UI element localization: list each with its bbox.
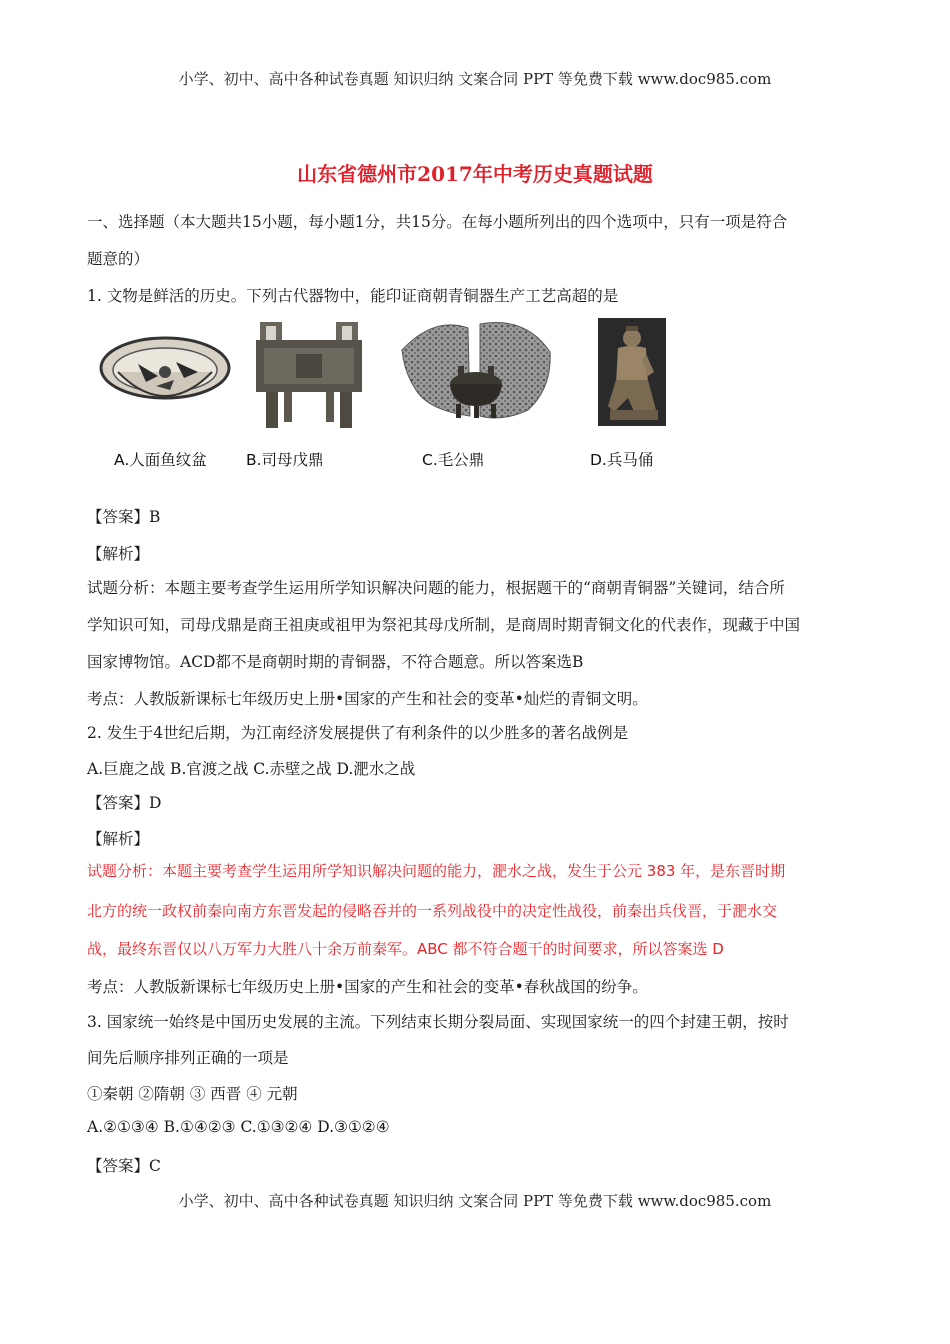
q1-analysis-line1: 试题分析：本题主要考查学生运用所学知识解决问题的能力，根据题干的“商朝青铜器”关键词，结合所 [87, 579, 785, 597]
q1-stem: 1. 文物是鲜活的历史。下列古代器物中，能印证商朝青铜器生产工艺高超的是 [87, 287, 619, 305]
q1-option-b: B.司母戊鼎 [246, 451, 324, 469]
q2-analysis-line3: 战，最终东晋仅以八万军力大胜八十余万前秦军。ABC 都不符合题干的时间要求，所以答案选 D [87, 940, 724, 958]
q3-stem-line2: 间先后顺序排列正确的一项是 [87, 1049, 289, 1067]
q1-analysis-label: 【解析】 [87, 545, 150, 563]
q1-option-a: A.人面鱼纹盆 [114, 451, 207, 469]
section-instructions-cont: 题意的） [87, 250, 150, 268]
q2-analysis-line1: 试题分析：本题主要考查学生运用所学知识解决问题的能力，淝水之战，发生于公元 383 年，是东晋时期 [87, 862, 786, 880]
q2-options: A.巨鹿之战 B.官渡之战 C.赤壁之战 D.淝水之战 [87, 760, 416, 778]
q1-point: 考点：人教版新课标七年级历史上册•国家的产生和社会的变革•灿烂的青铜文明。 [87, 690, 648, 708]
q3-items: ①秦朝 ②隋朝 ③ 西晋 ④ 元朝 [87, 1085, 298, 1103]
terracotta-warrior-image [598, 318, 666, 426]
q3-options: A.②①③④ B.①④②③ C.①③②④ D.③①②④ [87, 1118, 390, 1136]
page-header: 小学、初中、高中各种试卷真题 知识归纳 文案合同 PPT 等免费下载 www.doc985.com [178, 70, 772, 88]
pottery-basin-image [98, 328, 232, 422]
q2-answer: 【答案】D [87, 794, 162, 812]
section-instructions: 一、选择题（本大题共15小题，每小题1分，共15分。在每小题所列出的四个选项中，只有一项是符合 [87, 213, 788, 231]
q1-analysis-line3: 国家博物馆。ACD都不是商朝时期的青铜器，不符合题意。所以答案选B [87, 653, 584, 671]
q3-stem-line1: 3. 国家统一始终是中国历史发展的主流。下列结束长期分裂局面、实现国家统一的四个封建王朝，按时 [87, 1013, 789, 1031]
page-title: 山东省德州市2017年中考历史真题试题 [297, 162, 653, 186]
page-footer: 小学、初中、高中各种试卷真题 知识归纳 文案合同 PPT 等免费下载 www.doc985.com [178, 1192, 772, 1210]
q2-point: 考点：人教版新课标七年级历史上册•国家的产生和社会的变革•春秋战国的纷争。 [87, 978, 648, 996]
q1-option-d: D.兵马俑 [590, 451, 654, 469]
q2-stem: 2. 发生于4世纪后期，为江南经济发展提供了有利条件的以少胜多的著名战例是 [87, 724, 629, 742]
q1-option-c: C.毛公鼎 [422, 451, 485, 469]
q2-analysis-line2: 北方的统一政权前秦向南方东晋发起的侵略吞并的一系列战役中的决定性战役，前秦出兵伐晋，于淝水交 [87, 902, 778, 920]
simuwu-ding-image [256, 318, 362, 430]
maogong-ding-image [398, 318, 554, 424]
q2-analysis-label: 【解析】 [87, 830, 150, 848]
q1-analysis-line2: 学知识可知，司母戊鼎是商王祖庚或祖甲为祭祀其母戊所制，是商周时期青铜文化的代表作，现藏于中国 [87, 616, 801, 634]
q1-answer: 【答案】B [87, 508, 161, 526]
q3-answer: 【答案】C [87, 1157, 161, 1175]
